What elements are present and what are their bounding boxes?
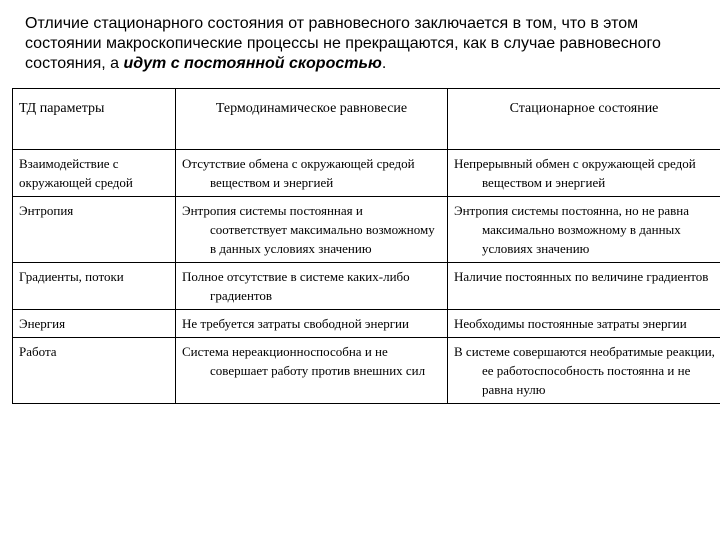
intro-end: . (381, 55, 387, 72)
row-equilibrium: Система нереакционноспособна и не совершает работу против внешних сил (176, 338, 448, 404)
row-equilibrium: Не требуется затраты свободной энергии (176, 310, 448, 338)
intro-text: Отличие стационарного состояния от равновесного заключается в том, что в этом состоянии макроскопические процессы не прекращаются, как в случае равновесного состояния, а (25, 15, 661, 72)
table-row (13, 310, 720, 338)
row-parameter: Взаимодействие с окружающей средой (13, 150, 176, 197)
header-stationary: Стационарное состояние (448, 89, 720, 150)
row-equilibrium: Отсутствие обмена с окружающей средой веществом и энергией (176, 150, 448, 197)
row-equilibrium: Энтропия системы постоянная и соответствует максимально возможному в данных условиях значению (176, 197, 448, 263)
table-header-row (13, 89, 720, 150)
row-stationary: В системе совершаются необратимые реакции, ее работоспособность постоянна и не равна нулю (448, 338, 720, 404)
table-row (13, 338, 720, 404)
table-row (13, 263, 720, 310)
row-parameter: Работа (13, 338, 176, 404)
row-equilibrium: Полное отсутствие в системе каких-либо градиентов (176, 263, 448, 310)
row-stationary: Энтропия системы постоянна, но не равна максимально возможному в данных условиях значению (448, 197, 720, 263)
table-row (13, 150, 720, 197)
row-stationary: Необходимы постоянные затраты энергии (448, 310, 720, 338)
header-td-parameters: ТД параметры (13, 89, 176, 150)
row-parameter: Энергия (13, 310, 176, 338)
row-stationary: Наличие постоянных по величине градиентов (448, 263, 720, 310)
row-parameter: Энтропия (13, 197, 176, 263)
header-equilibrium: Термодинамическое равновесие (176, 89, 448, 150)
row-stationary: Непрерывный обмен с окружающей средой веществом и энергией (448, 150, 720, 197)
row-parameter: Градиенты, потоки (13, 263, 176, 310)
table-row (13, 197, 720, 263)
comparison-table (12, 88, 720, 404)
intro-paragraph (25, 14, 705, 74)
intro-emphasis: идут с постоянной скоростью (123, 55, 382, 72)
